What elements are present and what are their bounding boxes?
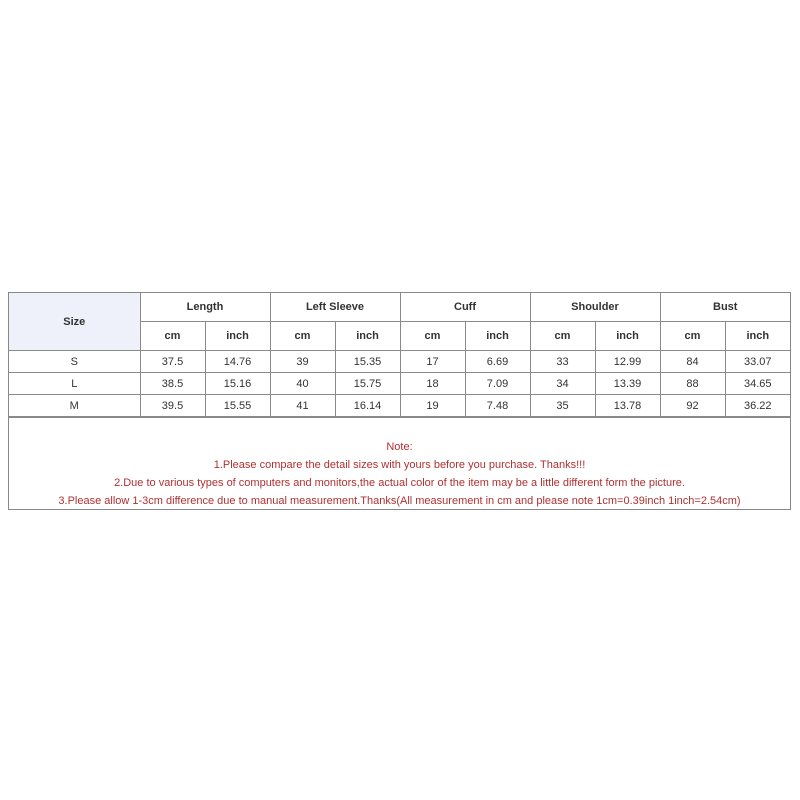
table-cell: 15.16: [205, 373, 270, 395]
table-row: [9, 373, 790, 395]
table-cell: 41: [270, 395, 335, 417]
table-cell: 40: [270, 373, 335, 395]
unit-cm-header: cm: [530, 322, 595, 351]
table-cell: 13.78: [595, 395, 660, 417]
table-cell: 37.5: [140, 351, 205, 373]
table-cell: 7.48: [465, 395, 530, 417]
header-group-row: [9, 293, 790, 322]
table-cell: 16.14: [335, 395, 400, 417]
size-chart: [8, 292, 791, 510]
table-row: [9, 395, 790, 417]
size-cell: S: [9, 351, 140, 373]
table-cell: 7.09: [465, 373, 530, 395]
notes-section: [9, 417, 790, 509]
table-cell: 12.99: [595, 351, 660, 373]
table-cell: 15.35: [335, 351, 400, 373]
group-header-length: Length: [140, 293, 270, 322]
table-cell: 34.65: [725, 373, 790, 395]
table-cell: 39: [270, 351, 335, 373]
unit-cm-header: cm: [400, 322, 465, 351]
group-header-left-sleeve: Left Sleeve: [270, 293, 400, 322]
unit-inch-header: inch: [205, 322, 270, 351]
table-cell: 15.75: [335, 373, 400, 395]
unit-cm-header: cm: [270, 322, 335, 351]
group-header-shoulder: Shoulder: [530, 293, 660, 322]
size-column-header: Size: [9, 293, 140, 351]
table-cell: 33: [530, 351, 595, 373]
table-cell: 38.5: [140, 373, 205, 395]
table-cell: 39.5: [140, 395, 205, 417]
unit-inch-header: inch: [465, 322, 530, 351]
note-line-2: 2.Due to various types of computers and monitors,the actual color of the item may be a little different form the picture.: [114, 477, 685, 489]
unit-inch-header: inch: [725, 322, 790, 351]
table-cell: 18: [400, 373, 465, 395]
unit-inch-header: inch: [335, 322, 400, 351]
table-cell: 13.39: [595, 373, 660, 395]
table-cell: 84: [660, 351, 725, 373]
notes-title: Note:: [386, 441, 413, 453]
table-cell: 34: [530, 373, 595, 395]
table-cell: 17: [400, 351, 465, 373]
table-cell: 15.55: [205, 395, 270, 417]
size-table: [9, 293, 790, 417]
table-row: [9, 351, 790, 373]
table-cell: 92: [660, 395, 725, 417]
unit-cm-header: cm: [140, 322, 205, 351]
group-header-bust: Bust: [660, 293, 790, 322]
size-cell: M: [9, 395, 140, 417]
table-cell: 19: [400, 395, 465, 417]
note-line-3: 3.Please allow 1-3cm difference due to manual measurement.Thanks(All measurement in cm and please note 1cm=0.39inch 1inch=2.54cm): [58, 495, 741, 507]
unit-cm-header: cm: [660, 322, 725, 351]
note-line-1: 1.Please compare the detail sizes with yours before you purchase. Thanks!!!: [213, 459, 586, 471]
table-cell: 6.69: [465, 351, 530, 373]
unit-inch-header: inch: [595, 322, 660, 351]
table-cell: 88: [660, 373, 725, 395]
table-cell: 33.07: [725, 351, 790, 373]
table-cell: 36.22: [725, 395, 790, 417]
table-cell: 14.76: [205, 351, 270, 373]
size-cell: L: [9, 373, 140, 395]
group-header-cuff: Cuff: [400, 293, 530, 322]
table-cell: 35: [530, 395, 595, 417]
